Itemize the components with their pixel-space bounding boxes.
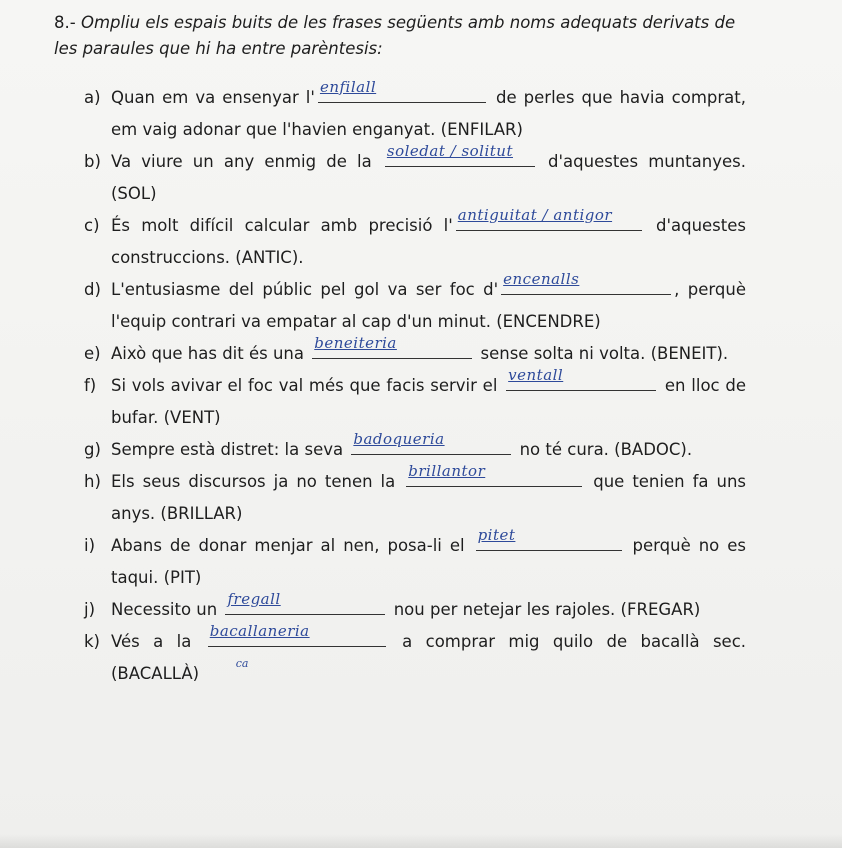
handwritten-answer: soledat / solitut [386,142,513,160]
exercise-instruction: Ompliu els espais buits de les frases següents amb noms adequats derivats de les paraules que hi ha entre parèntesis: [54,13,736,58]
item-text-after: nou per netejar les rajoles. (FREGAR) [388,600,701,619]
page-bottom-edge [0,834,842,848]
item-letter: i) [84,536,96,555]
item-text-after: , perquè l'equip contrari va empatar al cap d'un minut. (ENCENDRE) [111,280,746,331]
item-letter: b) [84,152,101,171]
answer-blank[interactable] [351,430,511,455]
handwritten-answer: encenalls [503,270,580,288]
item-text-before: Vés a la [111,632,205,651]
item-letter: f) [84,376,97,395]
item-letter: c) [84,216,100,235]
exercise-item-h [84,462,747,530]
answer-blank[interactable] [476,526,622,551]
handwritten-answer: antiguitat / antigor [457,206,613,224]
exercise-heading [54,10,754,62]
handwritten-answer: ventall [508,366,564,384]
handwritten-correction: ca [235,657,249,670]
handwritten-answer: pitet [477,526,516,544]
answer-blank[interactable] [318,78,486,103]
answer-blank[interactable] [208,622,386,670]
item-text-before: Els seus discursos ja no tenen la [111,472,404,491]
item-text-before: Va viure un any enmig de la [111,152,382,171]
handwritten-answer: brillantor [408,462,486,480]
exercise-item-j [84,590,746,626]
item-letter: d) [84,280,101,299]
item-text-after: sense solta ni volta. (BENEIT). [475,344,729,363]
answer-blank[interactable] [225,590,385,615]
answer-blank[interactable] [385,142,535,167]
item-text-after: que tenien fa uns anys. (BRILLAR) [111,472,747,523]
item-text-after: a comprar mig quilo de bacallà sec. (BACALLÀ) [111,632,747,683]
exercise-item-k [84,622,747,690]
exercise-item-i [84,526,746,594]
exercise-item-e [84,334,746,370]
handwritten-answer: badoqueria [353,430,445,448]
item-letter: j) [84,600,96,619]
item-text-after: perquè no es taqui. (PIT) [111,536,746,587]
item-letter: a) [84,88,101,107]
handwritten-answer: bacallaneria [209,622,310,640]
item-letter: g) [84,440,101,459]
item-letter: h) [84,472,101,491]
item-text-after: d'aquestes muntanyes. (SOL) [111,152,746,203]
item-letter: k) [84,632,100,651]
item-text-before: És molt difícil calcular amb precisió l' [111,216,453,235]
answer-blank[interactable] [312,334,472,359]
item-text-before: Quan em va ensenyar l' [111,88,315,107]
item-text-after: de perles que havia comprat, em vaig adonar que l'havien enganyat. (ENFILAR) [111,88,747,139]
item-letter: e) [84,344,101,363]
item-text-before: Si vols avivar el foc val més que facis servir el [111,376,504,395]
item-text-before: Abans de donar menjar al nen, posa-li el [111,536,473,555]
handwritten-answer: beneiteria [314,334,397,352]
exercise-number: 8.- [54,13,76,32]
exercise-items [0,78,842,690]
item-text-before: Necessito un [111,600,223,619]
item-text-after: en lloc de bufar. (VENT) [111,376,746,427]
item-text-before: Això que has dit és una [111,344,310,363]
answer-blank[interactable] [501,270,671,295]
answer-blank[interactable] [406,462,582,487]
item-text-before: Sempre està distret: la seva [111,440,349,459]
answer-blank[interactable] [506,366,656,391]
exercise-item-c [84,206,746,274]
item-text-before: L'entusiasme del públic pel gol va ser foc d' [111,280,499,299]
handwritten-answer: enfilall [319,78,377,96]
answer-blank[interactable] [456,206,642,231]
exercise-item-d [84,270,746,338]
item-text-after: d'aquestes construccions. (ANTIC). [111,216,746,267]
exercise-item-b [84,142,746,210]
item-text-after: no té cura. (BADOC). [514,440,693,459]
handwritten-answer: fregall [227,590,281,608]
